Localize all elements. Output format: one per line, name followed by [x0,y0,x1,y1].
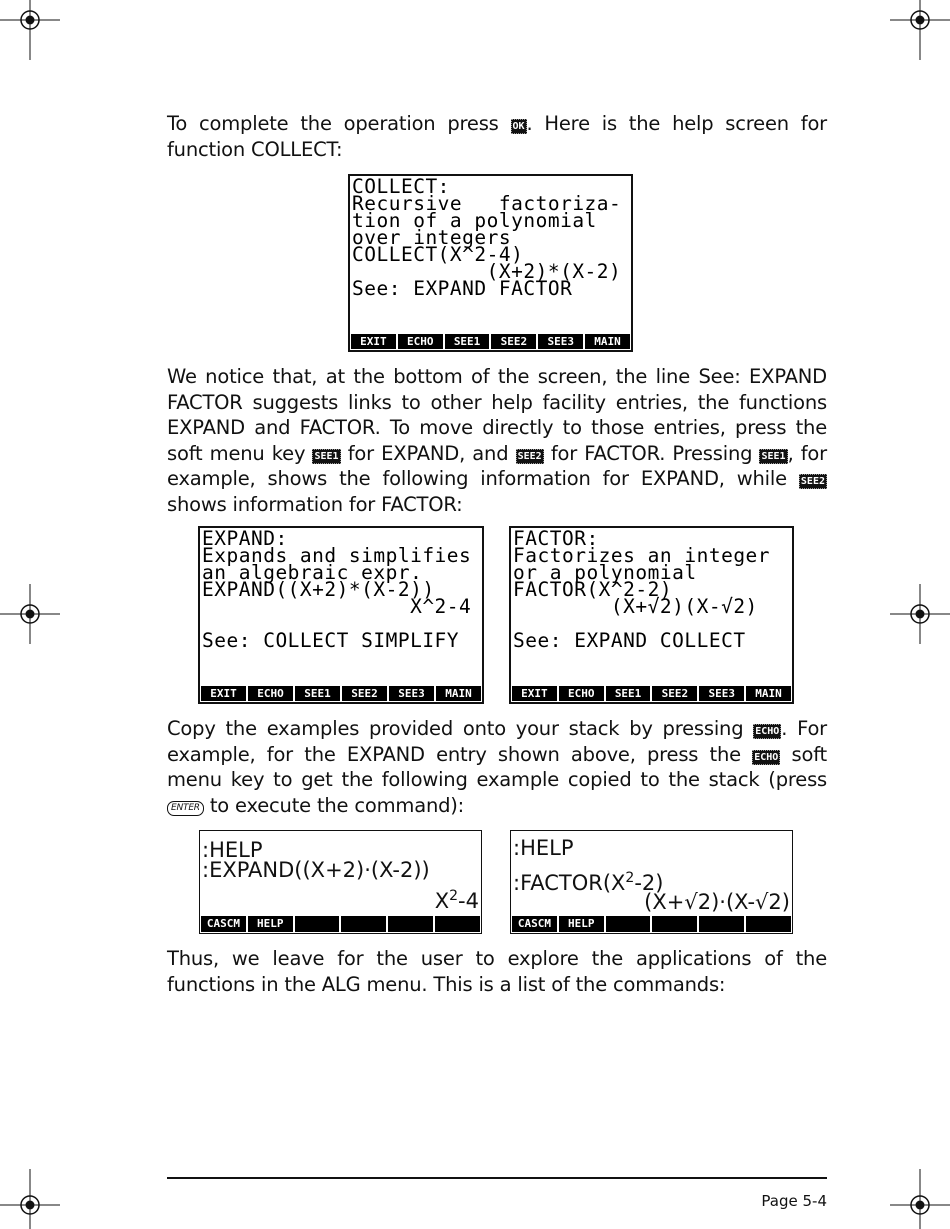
softkey-see3: SEE3 [538,334,583,349]
softkey-blank [746,916,791,932]
text-run: soft menu key to get the following example copied to the stack (press [167,742,827,792]
result-exponent: 2 [449,888,459,904]
text-run: We notice that, at the bottom of the screen, the line See: EXPAND FACTOR suggests links to other help facility entries, the functions EXPAND and FACTOR. To move directly to those entries, press the soft menu key [167,365,827,465]
softkey-exit: EXIT [351,334,396,349]
stack-line-help: :HELP [202,838,263,862]
softkey-see1: SEE1 [295,686,340,701]
stack-expand-screen [199,830,482,934]
softkey-blank [295,916,340,932]
softkey-main: MAIN [585,334,630,349]
softkey-help: HELP [559,916,604,932]
softkey-see2: SEE2 [652,686,697,701]
stack-line-command [513,867,663,894]
stack-line-help: :HELP [513,836,574,860]
registration-mark-icon [890,1169,950,1229]
paragraph-intro [167,111,827,162]
softkey-see2: SEE2 [342,686,387,701]
see2-key-glyph: SEE2 [800,476,825,488]
softkey-blank [699,916,744,932]
softkey-main: MAIN [436,686,481,701]
text-run: Copy the examples provided onto your stack by pressing [167,717,754,740]
text-run: To complete the operation press [167,112,511,135]
enter-key-glyph: ENTER [167,801,204,816]
expand-help-screen [198,526,484,704]
registration-mark-icon [0,1169,60,1229]
stack-result [435,885,479,912]
command-part: -2) [634,871,664,895]
registration-mark-icon [890,584,950,644]
text-run: to execute the command): [203,793,465,817]
soft-menu-bar [201,686,481,701]
paragraph-conclusion: Thus, we leave for the user to explore the applications of the functions in the ALG menu. This is a list of the commands: [167,947,827,996]
command-exponent: 2 [625,870,635,886]
text-run: for EXPAND, and [340,441,516,465]
expand-help-text: EXPAND: Expands and simplifies an algebraic expr. EXPAND((X+2)*(X-2)) X^2-4 See: COLLECT SIMPLIFY [202,527,472,652]
see1-key-glyph: SEE1 [761,450,786,462]
soft-menu-bar [201,916,480,932]
softkey-see3: SEE3 [389,686,434,701]
result-base: X [434,889,450,913]
soft-menu-bar [512,686,791,701]
echo-key-glyph: ECHO [755,726,780,737]
paragraph-see-links [167,364,827,518]
softkey-see1: SEE1 [606,686,651,701]
softkey-see3: SEE3 [699,686,744,701]
footer-rule [167,1177,827,1179]
result-tail: -4 [458,889,479,913]
ok-key-glyph: OK [512,121,525,132]
echo-key-glyph: ECHO [754,751,779,763]
softkey-exit: EXIT [201,686,246,701]
softkey-blank [435,916,480,932]
text-run: , for example, shows the following information for EXPAND, while [167,441,827,491]
registration-mark-icon [0,584,60,644]
text-run: for FACTOR. Pressing [543,441,760,465]
softkey-echo: ECHO [248,686,293,701]
see1-key-glyph: SEE1 [314,450,339,462]
paragraph-echo [167,716,827,818]
page-number: Page 5-4 [761,1192,827,1210]
softkey-echo: ECHO [559,686,604,701]
stack-line-command: :EXPAND((X+2)·(X-2)) [202,858,430,882]
softkey-cascm: CASCM [512,916,557,932]
softkey-blank [606,916,651,932]
soft-menu-bar [351,334,630,349]
softkey-blank [652,916,697,932]
stack-result: (X+√2)·(X-√2) [644,890,790,914]
registration-mark-icon [890,0,950,60]
softkey-exit: EXIT [512,686,557,701]
softkey-blank [388,916,433,932]
see2-key-glyph: SEE2 [517,450,542,462]
softkey-help: HELP [248,916,293,932]
text-run: . Here is the help screen for function COLLECT: [167,112,827,161]
collect-help-screen [348,174,633,352]
softkey-main: MAIN [746,686,791,701]
softkey-see2: SEE2 [491,334,536,349]
softkey-echo: ECHO [398,334,443,349]
soft-menu-bar [512,916,791,932]
factor-help-screen [509,526,794,704]
softkey-see1: SEE1 [445,334,490,349]
registration-mark-icon [0,0,60,60]
text-run: shows information for FACTOR: [167,492,463,516]
stack-factor-screen [510,830,793,934]
softkey-blank [341,916,386,932]
factor-help-text: FACTOR: Factorizes an integer or a polynomial FACTOR(X^2-2) (X+√2)(X-√2) See: EXPAND COLLECT [513,527,771,652]
text-run: . For example, for the EXPAND entry shown above, press the [167,717,827,766]
command-part: :FACTOR(X [513,871,626,895]
softkey-cascm: CASCM [201,916,246,932]
collect-help-text: COLLECT: Recursive factoriza- tion of a polynomial over integers COLLECT(X^2-4) (X+2)*(X-2) See: EXPAND FACTOR [352,175,622,300]
